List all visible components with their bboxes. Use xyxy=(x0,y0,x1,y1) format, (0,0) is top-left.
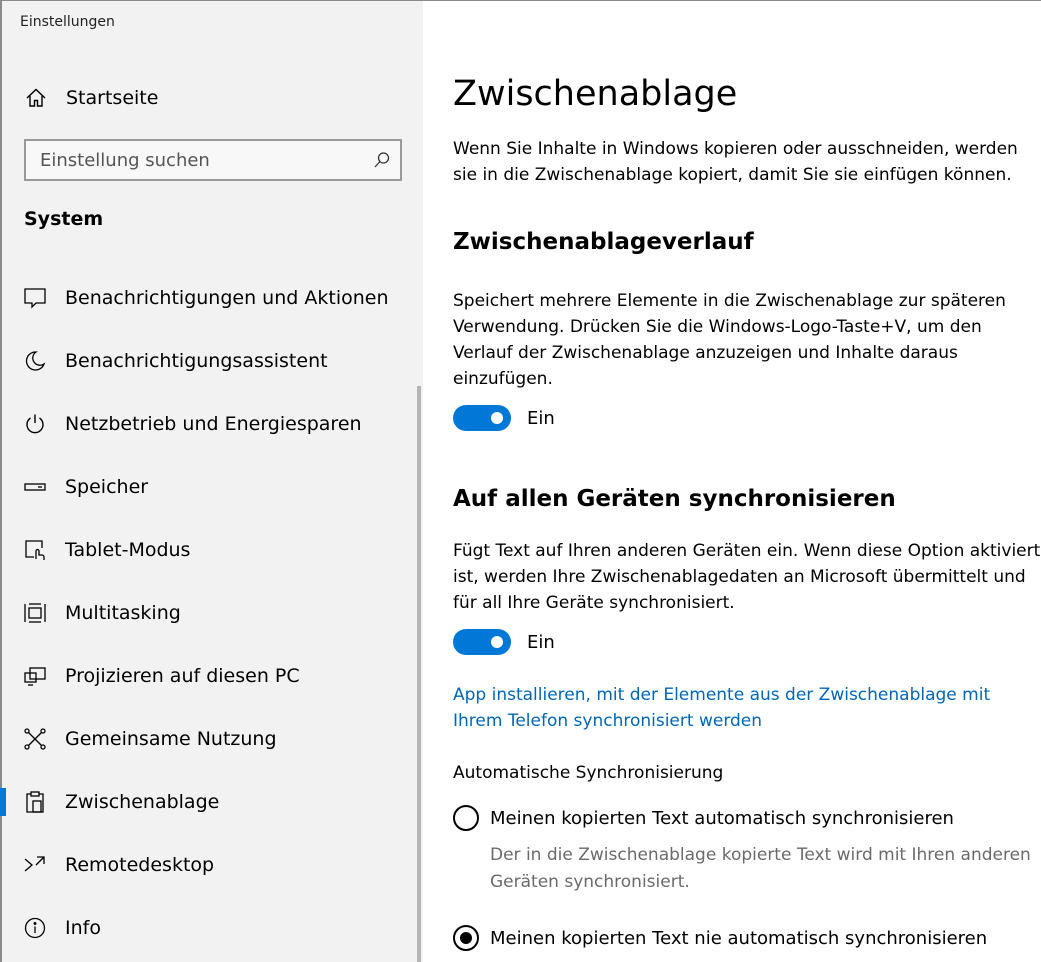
sync-description: Fügt Text auf Ihren anderen Geräten ein. Wenn diese Option aktiviert ist, werden Ihre Zwischenablagedaten an Microsoft übermittelt und für all Ihre Geräte synchronisiert. xyxy=(453,541,1041,613)
sidebar-item-label: Benachrichtigungen und Aktionen xyxy=(65,286,389,309)
home-button[interactable] xyxy=(22,83,158,113)
sidebar-item-label: Projizieren auf diesen PC xyxy=(65,664,300,687)
sidebar-item-label: Gemeinsame Nutzung xyxy=(65,727,277,750)
radio-auto-sync-description: Der in die Zwischenablage kopierte Text wird mit Ihren anderen Geräten synchronisiert. xyxy=(490,845,1031,892)
remote-desktop-icon xyxy=(22,852,48,878)
radio-button-selected[interactable] xyxy=(453,925,479,951)
search-icon[interactable] xyxy=(364,151,400,169)
sidebar-item-label: Remotedesktop xyxy=(65,853,215,876)
sidebar-item-label: Netzbetrieb und Energiesparen xyxy=(65,412,362,435)
sidebar-item-info[interactable] xyxy=(2,896,417,959)
intro-text: Wenn Sie Inhalte in Windows kopieren oder ausschneiden, werden sie in die Zwischenablage kopiert, damit Sie sie einfügen können. xyxy=(453,139,1018,185)
auto-sync-label: Automatische Synchronisierung xyxy=(453,763,724,783)
radio-never-sync-label: Meinen kopierten Text nie automatisch synchronisieren xyxy=(490,927,988,949)
sidebar-item-label: Multitasking xyxy=(65,601,181,624)
install-app-link[interactable]: App installieren, mit der Elemente aus der Zwischenablage mit Ihrem Telefon synchronisiert werden xyxy=(453,685,991,731)
sidebar-item-storage[interactable] xyxy=(2,455,417,518)
sidebar-item-multitasking[interactable] xyxy=(2,581,417,644)
storage-icon xyxy=(22,474,48,500)
sidebar-item-project[interactable] xyxy=(2,644,417,707)
radio-button[interactable] xyxy=(453,805,479,831)
project-icon xyxy=(22,663,48,689)
power-icon xyxy=(22,411,48,437)
radio-auto-sync[interactable] xyxy=(453,804,954,832)
main-content xyxy=(423,0,1041,962)
sidebar xyxy=(0,0,423,962)
sync-toggle-label: Ein xyxy=(527,631,555,653)
nav-list xyxy=(2,266,417,959)
history-description: Speichert mehrere Elemente in die Zwischenablage zur späteren Verwendung. Drücken Sie die Windows-Logo-Taste+V, um den Verlauf der Zwischenablage anzuzeigen und Inhalte daraus einzufügen. xyxy=(453,291,1006,389)
sync-heading: Auf allen Geräten synchronisieren xyxy=(453,486,896,512)
moon-icon xyxy=(22,348,48,374)
home-icon xyxy=(22,87,50,109)
sync-toggle[interactable] xyxy=(453,629,511,655)
share-icon xyxy=(22,726,48,752)
home-label: Startseite xyxy=(66,87,159,109)
sidebar-item-label: Info xyxy=(65,916,101,939)
tablet-mode-icon xyxy=(22,537,48,563)
app-title: Einstellungen xyxy=(20,14,115,30)
multitasking-icon xyxy=(22,600,48,626)
radio-auto-sync-label: Meinen kopierten Text automatisch synchronisieren xyxy=(490,807,954,829)
sidebar-item-label: Benachrichtigungsassistent xyxy=(65,349,328,372)
search-box[interactable] xyxy=(24,139,402,181)
search-input[interactable] xyxy=(26,141,364,179)
sidebar-item-remote-desktop[interactable] xyxy=(2,833,417,896)
history-heading: Zwischenablageverlauf xyxy=(453,229,754,255)
sidebar-item-power[interactable] xyxy=(2,392,417,455)
sidebar-item-label: Tablet-Modus xyxy=(65,538,191,561)
radio-never-sync[interactable] xyxy=(453,924,987,952)
sidebar-item-notifications[interactable] xyxy=(2,266,417,329)
page-title: Zwischenablage xyxy=(453,74,738,114)
sidebar-item-label: Zwischenablage xyxy=(65,790,220,813)
sidebar-item-sharing[interactable] xyxy=(2,707,417,770)
sync-toggle-row xyxy=(453,628,555,656)
history-toggle-row xyxy=(453,404,555,432)
history-toggle[interactable] xyxy=(453,405,511,431)
sidebar-scrollbar[interactable] xyxy=(417,386,421,962)
clipboard-icon xyxy=(22,789,48,815)
sidebar-item-clipboard[interactable] xyxy=(2,770,417,833)
notification-icon xyxy=(22,285,48,311)
section-label: System xyxy=(24,208,104,230)
sidebar-item-focus-assist[interactable] xyxy=(2,329,417,392)
sidebar-item-tablet-mode[interactable] xyxy=(2,518,417,581)
sidebar-item-label: Speicher xyxy=(65,475,149,498)
history-toggle-label: Ein xyxy=(527,407,555,429)
info-icon xyxy=(22,915,48,941)
